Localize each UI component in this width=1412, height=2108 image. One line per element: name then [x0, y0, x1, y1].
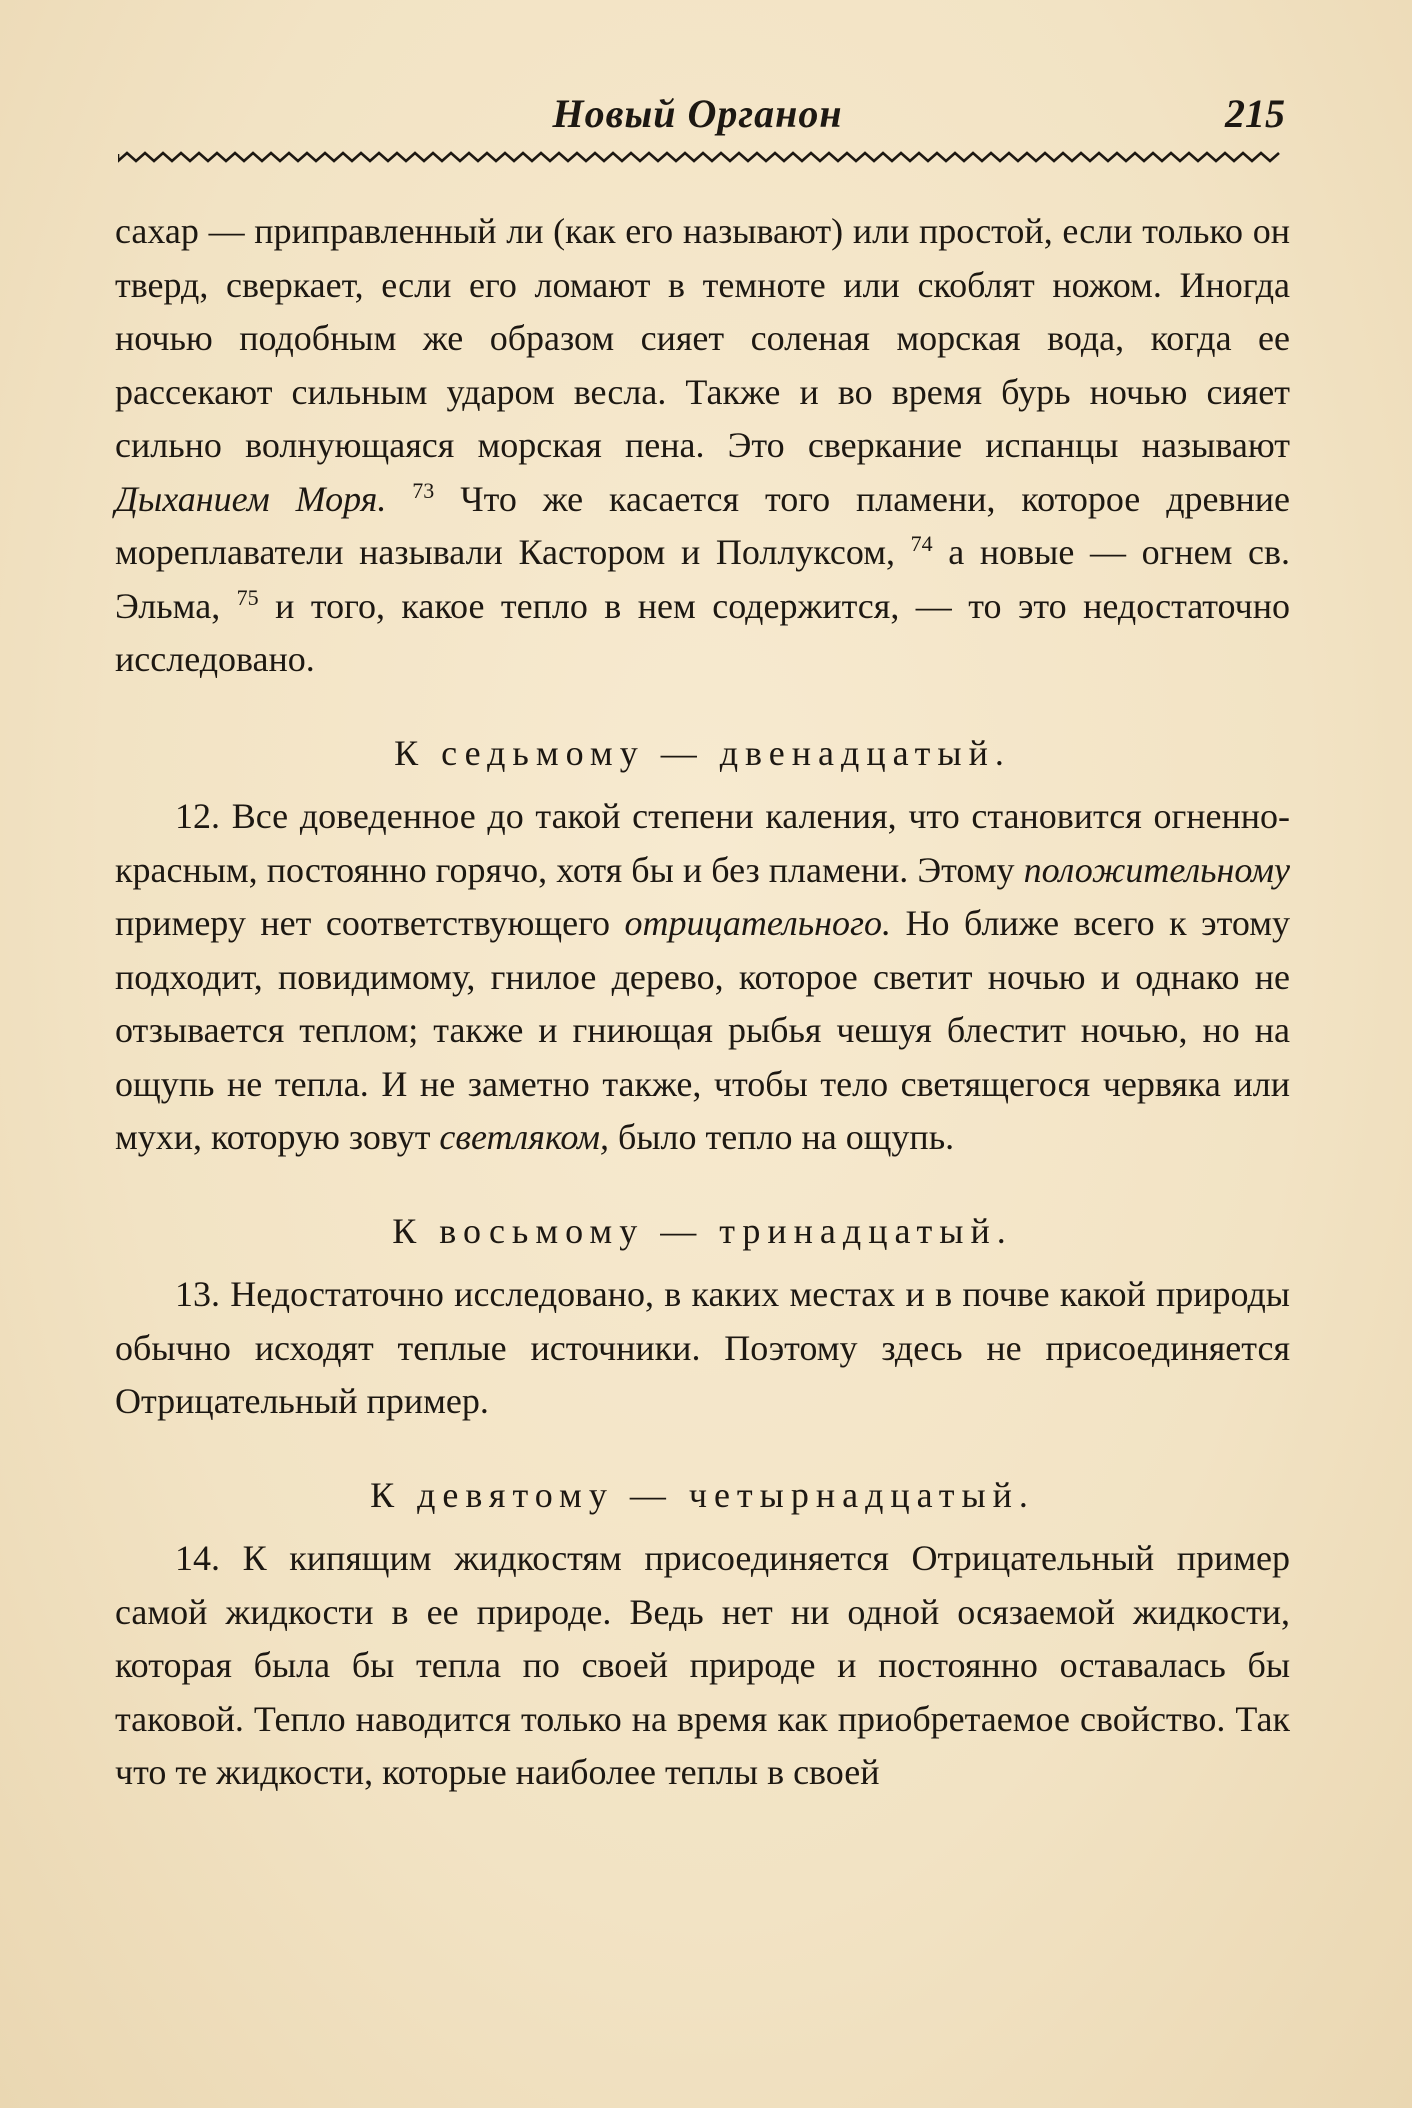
- running-title: Новый Органон: [552, 91, 843, 136]
- section-paragraph-13: [115, 1268, 1290, 1429]
- decorative-wavy-rule: [118, 150, 1286, 164]
- section-12-emphasis-2: отрицательного.: [624, 903, 891, 943]
- footnote-ref-75: 75: [236, 584, 259, 610]
- section-paragraph-12: [115, 790, 1290, 1165]
- section-12-text-1: Все доведенное до такой степени каления, что становится огненно-красным, постоянно горячо, хотя бы и без пламени. Этому: [115, 796, 1290, 890]
- section-heading-14: К девятому — четырнадцатый.: [370, 1474, 1035, 1515]
- intro-text-2: Что же касается того пламени, которое древние мореплаватели называли Кастором и Поллуксом,: [115, 478, 1290, 572]
- intro-paragraph: [115, 205, 1290, 687]
- intro-text-4: и того, какое тепло в нем содержится, — то это недостаточно исследовано.: [115, 585, 1291, 679]
- section-12-text-3: Но ближе всего к этому подходит, повидимому, гнилое дерево, которое светит ночью и однако не отзывается теплом; также и гниющая рыбья чешуя блестит ночью, но на ощупь не тепла. И не заметно также, чтобы тело светящегося червяка или мухи, которую зовут: [115, 903, 1290, 1157]
- section-12-emphasis-1: положительному: [1023, 849, 1290, 890]
- intro-text-3: а новые — огнем св. Эльма,: [115, 532, 1290, 626]
- section-13-text: Недостаточно исследовано, в каких местах и в почве какой природы обычно исходят теплые источники. Поэтому здесь не присоединяется Отрицательный пример.: [115, 1274, 1290, 1421]
- page-body: [115, 205, 1290, 1800]
- page-number: 215: [1225, 91, 1285, 136]
- section-14-text: К кипящим жидкостям присоединяется Отрицательный пример самой жидкости в ее природе. Ведь нет ни одной осязаемой жидкости, которая была бы тепла по своей природе и постоянно оставалась бы таковой. Тепло наводится только на время как приобретаемое свойство. Так что те жидкости, которые наиболее теплы в своей: [115, 1538, 1290, 1792]
- section-number-12: 12.: [175, 796, 220, 836]
- footnote-ref-73: 73: [412, 477, 435, 503]
- section-12-text-4: было тепло на ощупь.: [609, 1117, 955, 1157]
- section-heading-12: К седьмому — двенадцатый.: [394, 732, 1011, 773]
- section-number-13: 13.: [175, 1274, 220, 1314]
- section-heading-13: К восьмому — тринадцатый.: [392, 1210, 1013, 1251]
- section-12-emphasis-3: светляком,: [439, 1117, 610, 1157]
- intro-emphasis: Дыханием Моря.: [115, 478, 387, 519]
- footnote-ref-74: 74: [910, 531, 933, 556]
- page-header: [110, 90, 1285, 150]
- intro-text-1: сахар — приправленный ли (как его называют) или простой, если только он тверд, сверкает, если его ломают в темноте или скоблят ножом. Иногда ночью подобным же образом сияет соленая морская вода, когда ее рассекают сильным ударом весла. Также и во время бурь ночью сияет сильно волнующаяся морская пена. Это сверкание испанцы называют: [115, 211, 1290, 465]
- section-paragraph-14: [115, 1532, 1290, 1800]
- section-number-14: 14.: [175, 1538, 220, 1578]
- section-12-text-2: примеру нет соответствующего: [115, 903, 625, 943]
